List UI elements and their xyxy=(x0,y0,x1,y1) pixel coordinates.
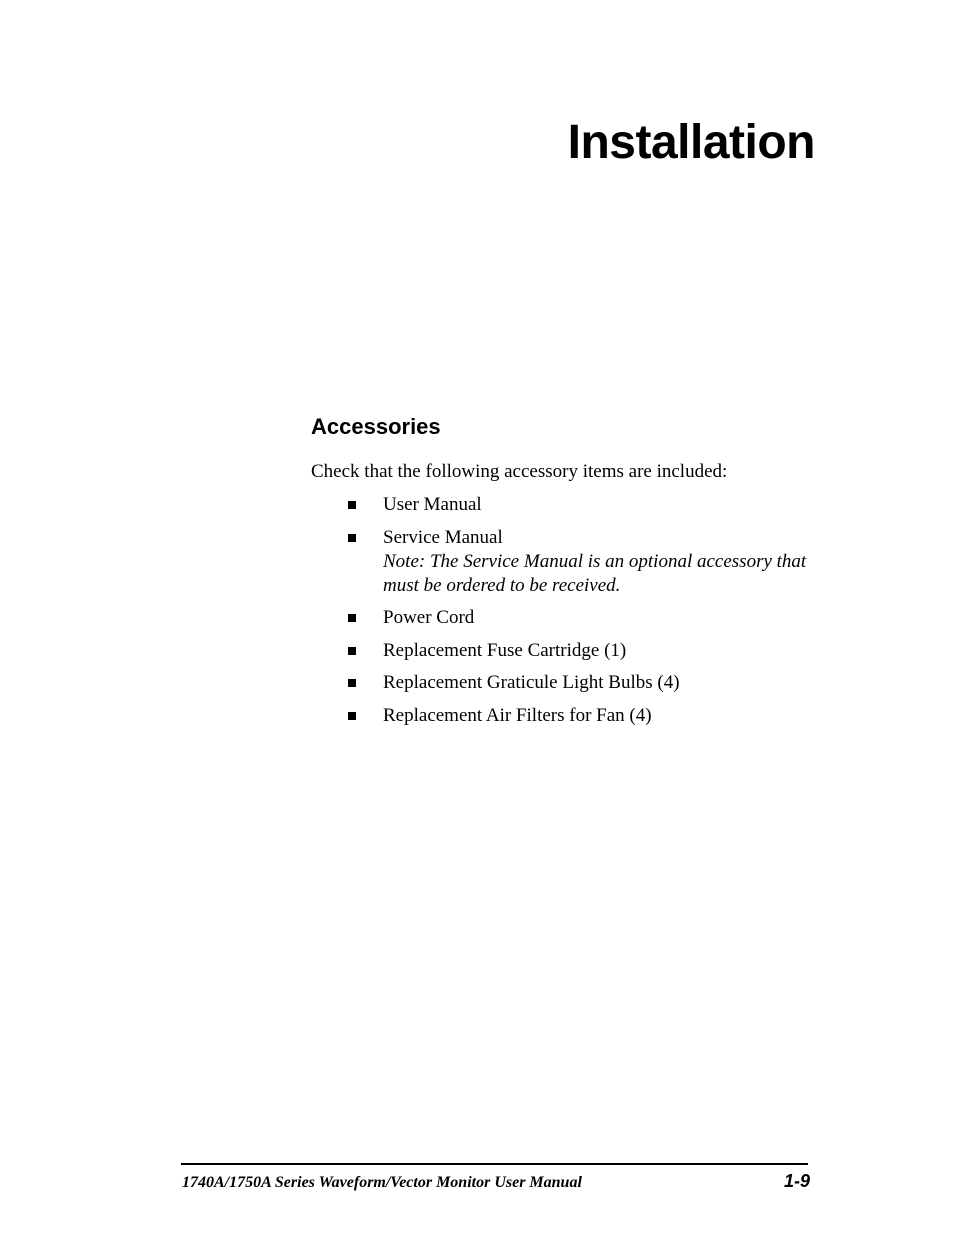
intro-paragraph: Check that the following accessory items are included: xyxy=(311,461,728,482)
square-bullet-icon xyxy=(348,679,356,687)
section-heading: Accessories xyxy=(311,414,441,439)
page-number: 1-9 xyxy=(783,1171,810,1191)
list-item xyxy=(311,526,831,598)
list-item xyxy=(311,606,831,630)
square-bullet-icon xyxy=(348,534,356,542)
list-item xyxy=(311,639,831,663)
list-item-label: Power Cord xyxy=(383,607,475,628)
list-item xyxy=(311,704,831,728)
list-item xyxy=(311,671,831,695)
square-bullet-icon xyxy=(348,614,356,622)
chapter-title: Installation xyxy=(567,116,815,169)
list-item-note: Note: The Service Manual is an optional accessory that must be ordered to be received. xyxy=(383,550,807,596)
list-item-label: Replacement Fuse Cartridge (1) xyxy=(383,639,627,661)
footer-manual-title: 1740A/1750A Series Waveform/Vector Monitor User Manual xyxy=(182,1174,582,1191)
square-bullet-icon xyxy=(348,712,356,720)
list-item-label: Service Manual xyxy=(383,526,503,548)
accessory-list xyxy=(311,493,831,736)
square-bullet-icon xyxy=(348,647,356,655)
square-bullet-icon xyxy=(348,501,356,509)
list-item-label: Replacement Graticule Light Bulbs (4) xyxy=(383,672,680,693)
list-item-label: User Manual xyxy=(383,494,482,515)
list-item-label: Replacement Air Filters for Fan (4) xyxy=(383,704,652,726)
list-item xyxy=(311,493,831,517)
footer-divider xyxy=(181,1163,808,1165)
